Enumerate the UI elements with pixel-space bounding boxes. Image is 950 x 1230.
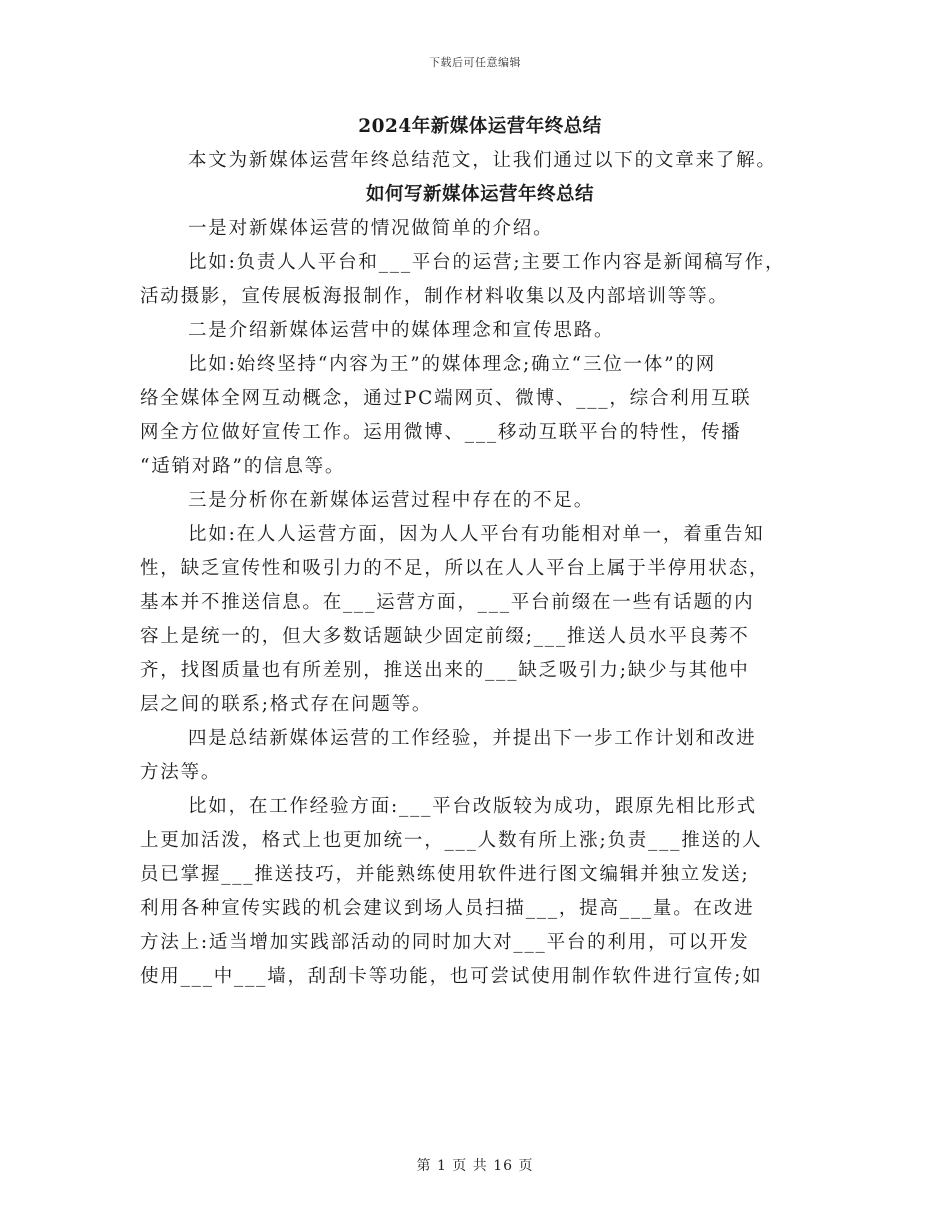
page-number: 第 1 页 共 16 页: [416, 1158, 534, 1174]
body-paragraph: [140, 722, 820, 790]
paragraph-line: “适销对路”的信息等。: [140, 456, 346, 477]
body-paragraph: [140, 790, 820, 994]
intro-paragraph: 本文为新媒体运营年终总结范文，让我们通过以下的文章来了解。: [188, 150, 777, 171]
paragraph-line: 方法上:适当增加实践部活动的同时加大对___平台的利用，可以开发: [140, 932, 750, 953]
section-subtitle: 如何写新媒体运营年终总结: [365, 184, 594, 205]
paragraph-line: 络全媒体全网互动概念，通过PC端网页、微博、___，综合利用互联: [140, 388, 752, 409]
document-title: 2024年新媒体运营年终总结: [358, 116, 602, 137]
paragraph-line: 网全方位做好宣传工作。运用微博、___移动互联平台的特性，传播: [140, 422, 742, 443]
paragraph-line: 员已掌握___推送技巧，并能熟练使用软件进行图文编辑并独立发送;: [140, 864, 750, 885]
body-paragraph: [140, 348, 820, 484]
paragraph-line: 活动摄影，宣传展板海报制作，制作材料收集以及内部培训等等。: [140, 286, 729, 307]
paragraph-line: 四是总结新媒体运营的工作经验，并提出下一步工作计划和改进: [188, 728, 757, 749]
body-paragraph: [140, 484, 820, 518]
paragraph-line: 比如:始终坚持“内容为王”的媒体理念;确立“三位一体”的网: [188, 354, 716, 375]
paragraph-line: 容上是统一的，但大多数话题缺少固定前缀;___推送人员水平良莠不: [140, 626, 750, 647]
paragraph-line: 比如，在工作经验方面:___平台改版较为成功，跟原先相比形式: [188, 796, 757, 817]
paragraph-line: 比如:负责人人平台和___平台的运营;主要工作内容是新闻稿写作，: [188, 252, 786, 273]
body-paragraph: [140, 212, 820, 246]
paragraph-line: 一是对新媒体运营的情况做简单的介绍。: [188, 218, 554, 239]
paragraph-line: 齐，找图质量也有所差别，推送出来的___缺乏吸引力;缺少与其他中: [140, 660, 750, 681]
paragraph-line: 层之间的联系;格式存在问题等。: [140, 694, 433, 715]
paragraph-line: 使用___中___墙，刮刮卡等功能，也可尝试使用制作软件进行宣传;如: [140, 966, 763, 987]
paragraph-line: 三是分析你在新媒体运营过程中存在的不足。: [188, 490, 595, 511]
paragraph-line: 性，缺乏宣传性和吸引力的不足，所以在人人平台上属于半停用状态，: [140, 558, 770, 579]
paragraph-line: 利用各种宣传实践的机会建议到场人员扫描___，提高___量。在改进: [140, 898, 755, 919]
body-paragraph: [140, 246, 820, 314]
document-body: [140, 110, 820, 994]
body-paragraph: [140, 314, 820, 348]
running-header: 下载后可任意编辑: [429, 56, 521, 69]
paragraph-line: 方法等。: [140, 762, 222, 783]
body-paragraph: [140, 518, 820, 722]
paragraph-line: 比如:在人人运营方面，因为人人平台有功能相对单一，着重告知: [188, 524, 765, 545]
paragraph-line: 基本并不推送信息。在___运营方面，___平台前缀在一些有话题的内: [140, 592, 755, 613]
paragraph-line: 上更加活泼，格式上也更加统一，___人数有所上涨;负责___推送的人: [140, 830, 763, 851]
paragraph-line: 二是介绍新媒体运营中的媒体理念和宣传思路。: [188, 320, 615, 341]
paragraph-list: [140, 212, 820, 994]
